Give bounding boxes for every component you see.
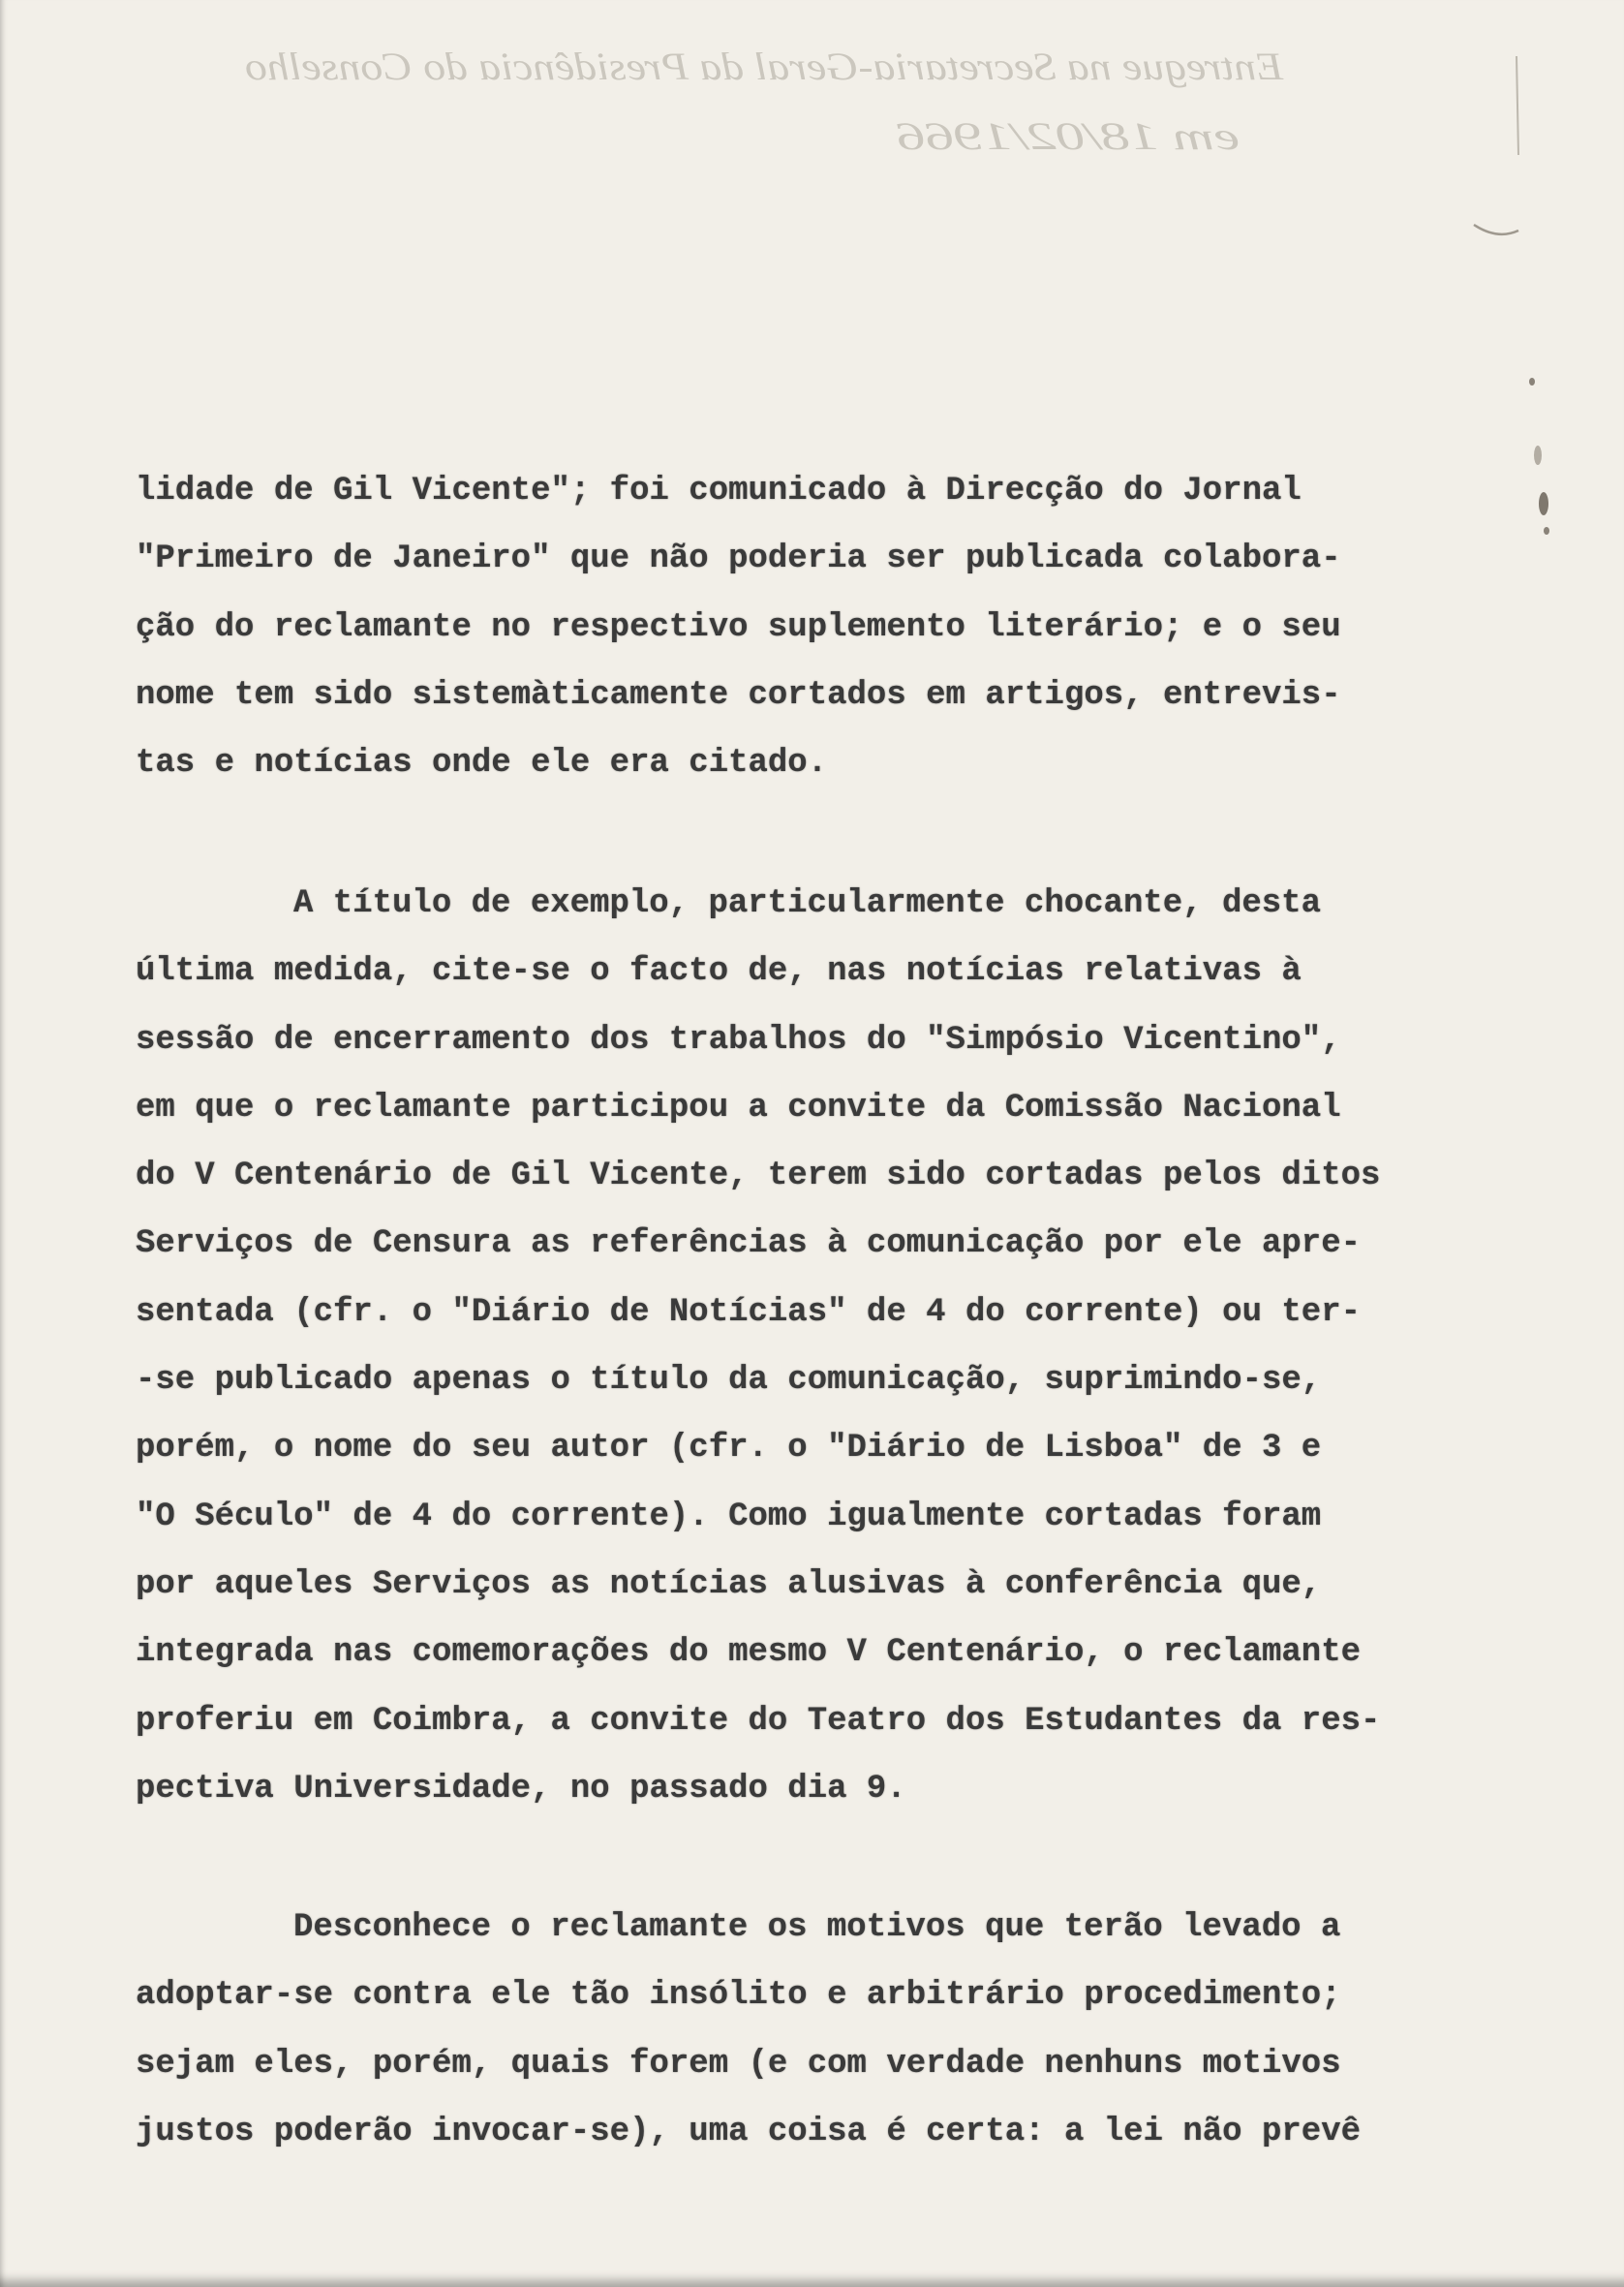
text-line: Serviços de Censura as referências à comunicação por ele apre-: [136, 1225, 1362, 1263]
text-line: tas e notícias onde ele era citado.: [136, 745, 828, 783]
pencil-mark: [1474, 225, 1518, 234]
text-line: do V Centenário de Gil Vicente, terem sido cortadas pelos ditos: [136, 1158, 1381, 1195]
text-line: sessão de encerramento dos trabalhos do "Simpósio Vicentino",: [136, 1021, 1341, 1059]
reverse-note-date: em 18/02/1966: [897, 114, 1240, 158]
text-line: ção do reclamante no respectivo suplemento literário; e o seu: [136, 608, 1341, 646]
paper-speck: [1529, 378, 1535, 386]
reverse-note-line: Entregue na Secretaria-Geral da Presidência do Conselho: [245, 45, 1285, 88]
text-line: justos poderão invocar-se), uma coisa é certa: a lei não prevê: [136, 2113, 1362, 2150]
text-line: proferiu em Coimbra, a convite do Teatro dos Estudantes da res-: [136, 1702, 1381, 1740]
text-line: -se publicado apenas o título da comunicação, suprimindo-se,: [136, 1362, 1322, 1400]
text-line: A título de exemplo, particularmente chocante, desta: [293, 885, 1321, 922]
text-line: Desconhece o reclamante os motivos que terão levado a: [293, 1909, 1341, 1946]
text-line: lidade de Gil Vicente"; foi comunicado à Direcção do Jornal: [136, 473, 1302, 510]
text-line: última medida, cite-se o facto de, nas notícias relativas à: [136, 953, 1302, 991]
text-line: por aqueles Serviços as notícias alusivas à conferência que,: [136, 1565, 1322, 1603]
paragraph: [136, 457, 1549, 797]
text-line: pectiva Universidade, no passado dia 9.: [136, 1770, 906, 1808]
text-line: "Primeiro de Janeiro" que não poderia ser publicada colabora-: [136, 541, 1341, 578]
text-line: "O Século" de 4 do corrente). Como igualmente cortadas foram: [136, 1498, 1322, 1535]
text-line: nome tem sido sistemàticamente cortados em artigos, entrevis-: [136, 676, 1341, 714]
text-line: porém, o nome do seu autor (cfr. o "Diário de Lisboa" de 3 e: [136, 1430, 1322, 1468]
pencil-mark: [1517, 56, 1518, 155]
text-line: sejam eles, porém, quais forem (e com verdade nenhuns motivos: [136, 2045, 1341, 2083]
text-line: sentada (cfr. o "Diário de Notícias" de 4 do corrente) ou ter-: [136, 1293, 1362, 1331]
text-line: em que o reclamante participou a convite da Comissão Nacional: [136, 1089, 1341, 1127]
paragraph: [136, 1894, 1549, 2166]
text-line: adoptar-se contra ele tão insólito e arbitrário procedimento;: [136, 1977, 1341, 2015]
paragraph: [136, 870, 1549, 1823]
text-line: integrada nas comemorações do mesmo V Centenário, o reclamante: [136, 1634, 1362, 1672]
